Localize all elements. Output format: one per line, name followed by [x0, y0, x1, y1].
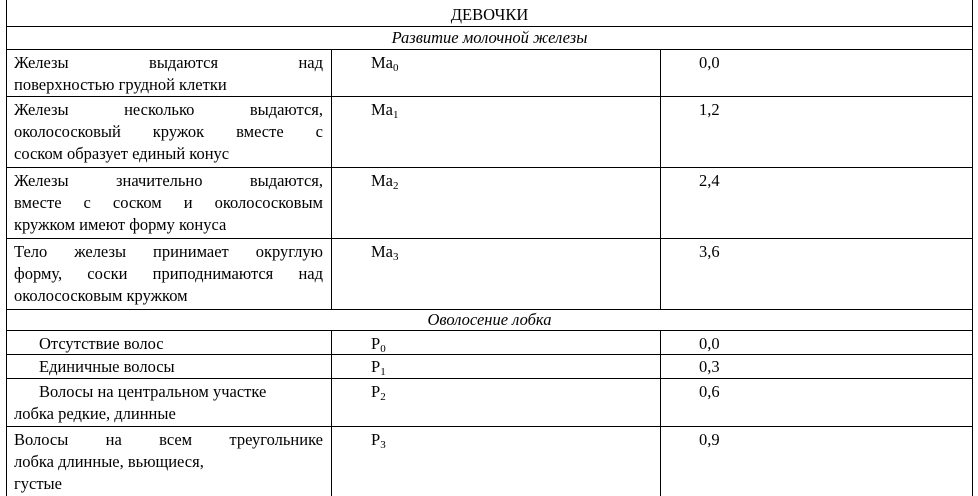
section-pubic-header: Оволосение лобка	[427, 310, 552, 329]
pubic-row-3-desc-line-2: густые	[14, 474, 62, 493]
pubic-row-2-score: 0,6	[699, 382, 720, 401]
pubic-row-0-desc-line-0: Отсутствие волос	[39, 334, 164, 353]
pubic-row-3-code: $P_3$	[371, 430, 386, 451]
border-col1	[331, 49, 332, 309]
row-border	[6, 167, 973, 168]
breast-row-2-desc-line-1: вместе с соском и околососковым	[14, 193, 323, 212]
pubic-row-3-desc-line-1: лобка длинные, вьющиеся,	[14, 452, 204, 471]
breast-row-1-desc-line-2: соском образует единый конус	[14, 144, 230, 163]
row-border	[6, 96, 973, 97]
border-col2	[660, 49, 661, 309]
pubic-row-0-score: 0,0	[699, 334, 720, 353]
breast-row-1-desc-line-1: околососковый кружок вместе с	[14, 122, 323, 141]
border-right	[972, 0, 973, 496]
pubic-row-2-code: $P_2$	[371, 382, 386, 403]
breast-row-0-score: 0,0	[699, 53, 720, 72]
row-border	[6, 49, 973, 50]
pubic-row-1-desc-line-0: Единичные волосы	[39, 357, 175, 376]
breast-row-2-score: 2,4	[699, 171, 720, 190]
breast-row-2-desc-line-0: Железы значительно выдаются,	[14, 171, 323, 190]
breast-row-1-code: $Ma_1$	[371, 100, 399, 121]
breast-row-3-code: $Ma_3$	[371, 242, 399, 263]
breast-row-2-desc-line-2: кружком имеют форму конуса	[14, 215, 227, 234]
breast-row-2-code: $Ma_2$	[371, 171, 399, 192]
pubic-row-1-score: 0,3	[699, 357, 720, 376]
row-border	[6, 378, 973, 379]
breast-row-3-score: 3,6	[699, 242, 720, 261]
pubic-row-2-desc-line-0: Волосы на центральном участке	[39, 382, 267, 401]
table-title: ДЕВОЧКИ	[450, 5, 529, 24]
pubic-row-3-score: 0,9	[699, 430, 720, 449]
border-left	[6, 0, 7, 496]
section-breast-header: Развитие молочной железы	[391, 28, 588, 47]
pubic-row-1-code: $P_1$	[371, 357, 386, 378]
pubic-row-2-desc-line-1: лобка редкие, длинные	[14, 404, 176, 423]
breast-row-1-score: 1,2	[699, 100, 720, 119]
row-border	[6, 238, 973, 239]
breast-row-3-desc-line-1: форму, соски приподнимаются над	[14, 264, 323, 283]
breast-row-0-desc-line-0: Железы выдаются над	[14, 53, 323, 72]
pubic-row-0-code: $P_0$	[371, 334, 386, 355]
breast-row-1-desc-line-0: Железы несколько выдаются,	[14, 100, 323, 119]
breast-row-0-desc-line-1: поверхностью грудной клетки	[14, 75, 227, 94]
pubic-row-3-desc-line-0: Волосы на всем треугольнике	[14, 430, 323, 449]
breast-row-0-code: $Ma_0$	[371, 53, 399, 74]
breast-row-3-desc-line-0: Тело железы принимает округлую	[14, 242, 323, 261]
breast-row-3-desc-line-2: околососковым кружком	[14, 286, 188, 305]
row-border	[6, 426, 973, 427]
